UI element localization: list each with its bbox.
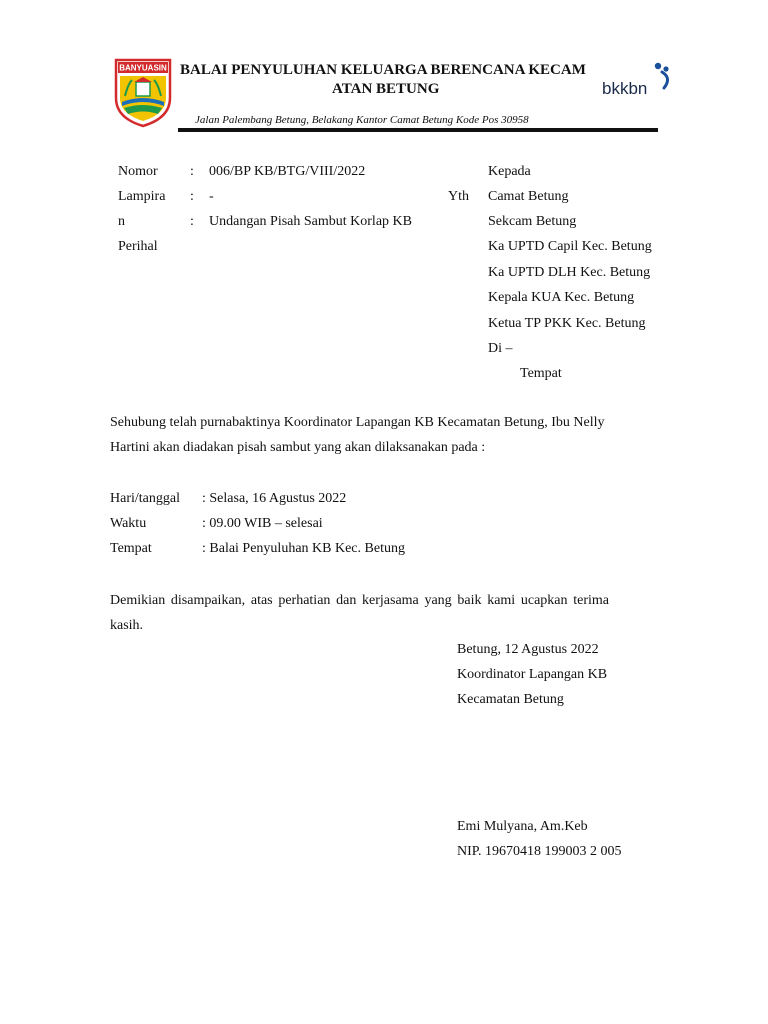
detail-value-waktu: : 09.00 WIB – selesai [202,516,323,531]
recipient-line: Sekcam Betung [488,214,577,229]
perihal-colon: : [190,214,194,229]
intro-line-2: Hartini akan diadakan pisah sambut yang akan dilaksanakan pada : [110,440,486,455]
recipient-line: Tempat [520,366,562,381]
recipient-line: Camat Betung [488,189,569,204]
nomor-value: 006/BP KB/BTG/VIII/2022 [209,164,366,179]
yth-label: Yth [448,189,469,204]
closing-line-2: kasih. [110,618,144,633]
signature-place-date: Betung, 12 Agustus 2022 [457,642,599,657]
signature-nip: NIP. 19670418 199003 2 005 [457,844,622,859]
header-divider [178,128,658,132]
lampiran-value: - [209,189,214,204]
header-address: Jalan Palembang Betung, Belakang Kantor Camat Betung Kode Pos 30958 [195,114,529,126]
signature-name: Emi Mulyana, Am.Keb [457,819,588,834]
detail-value-hari: : Selasa, 16 Agustus 2022 [202,491,347,506]
detail-label-waktu: Waktu [110,516,147,531]
perihal-value: Undangan Pisah Sambut Korlap KB [209,214,412,229]
lampiran-label-2: n [118,214,125,229]
recipient-line: Ka UPTD DLH Kec. Betung [488,265,651,280]
signature-role-line1: Koordinator Lapangan KB [457,667,608,682]
recipient-line: Ka UPTD Capil Kec. Betung [488,239,652,254]
recipient-line: Di – [488,341,513,356]
banyuasin-logo-text: BANYUASIN [119,63,167,73]
recipient-line: Ketua TP PKK Kec. Betung [488,316,646,331]
bkkbn-logo [600,60,680,100]
nomor-label: Nomor [118,164,158,179]
recipient-line: Kepala KUA Kec. Betung [488,290,635,305]
perihal-label: Perihal [118,239,158,254]
detail-value-tempat: : Balai Penyuluhan KB Kec. Betung [202,541,405,556]
bkkbn-logo-text: bkkbn [602,79,648,98]
intro-line-1: Sehubung telah purnabaktinya Koordinator Lapangan KB Kecamatan Betung, Ibu Nelly [110,415,605,430]
header-title-line2: ATAN BETUNG [332,81,440,97]
detail-label-hari: Hari/tanggal [110,491,180,506]
banyuasin-logo [112,58,174,128]
nomor-colon: : [190,164,194,179]
recipient-line: Kepada [488,164,531,179]
lampiran-colon: : [190,189,194,204]
detail-label-tempat: Tempat [110,541,152,556]
lampiran-label-1: Lampira [118,189,166,204]
closing-line-1: Demikian disampaikan, atas perhatian dan kerjasama yang baik kami ucapkan terima [110,593,609,608]
signature-role-line2: Kecamatan Betung [457,692,564,707]
header-title-line1: BALAI PENYULUHAN KELUARGA BERENCANA KECAM [180,62,586,78]
closing-paragraph [110,588,658,638]
intro-paragraph [110,410,658,460]
